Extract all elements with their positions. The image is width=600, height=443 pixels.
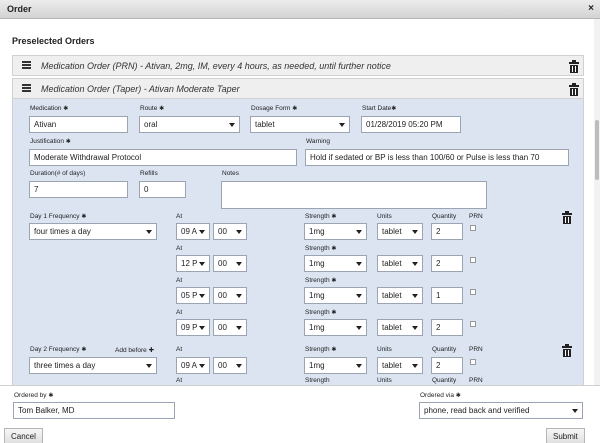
ordered-via-select[interactable]: phone, read back and verified (419, 402, 583, 419)
hour-select[interactable]: 12 P (176, 255, 210, 272)
prn-label: PRN (469, 346, 483, 353)
chevron-down-icon (146, 364, 152, 368)
day2-frequency-label: Day 2 Frequency ✱ (30, 346, 87, 353)
strength-select[interactable]: 1mg (304, 255, 367, 272)
chevron-down-icon (356, 262, 362, 266)
chevron-down-icon (356, 230, 362, 234)
scrollbar-thumb[interactable] (595, 120, 599, 180)
prn-checkbox[interactable] (470, 257, 476, 263)
quantity-input[interactable]: 2 (431, 223, 463, 240)
minute-select[interactable]: 00 (213, 319, 247, 336)
scrollbar-track[interactable] (594, 19, 600, 385)
warning-input[interactable]: Hold if sedated or BP is less than 100/60 or Pulse is less than 70 (305, 149, 569, 166)
prn-checkbox[interactable] (470, 225, 476, 231)
day1-frequency-select[interactable]: four times a day (29, 223, 157, 240)
chevron-down-icon (356, 326, 362, 330)
chevron-down-icon (236, 364, 242, 368)
hour-select[interactable]: 09 A (176, 357, 210, 374)
delete-day1-trash-icon[interactable] (562, 213, 572, 224)
prn-checkbox[interactable] (470, 289, 476, 295)
ordered-by-input[interactable]: Tom Balker, MD (13, 402, 175, 419)
chevron-down-icon (236, 326, 242, 330)
day2-frequency-select[interactable]: three times a day (29, 357, 157, 374)
chevron-down-icon (356, 294, 362, 298)
chevron-down-icon (199, 326, 205, 330)
dosage-form-label: Dosage Form ✱ (251, 105, 298, 112)
chevron-down-icon (199, 294, 205, 298)
justification-label: Justification ✱ (30, 138, 71, 145)
units-select[interactable]: tablet (377, 223, 423, 240)
chevron-down-icon (199, 230, 205, 234)
duration-input[interactable]: 7 (29, 181, 128, 198)
prn-label: PRN (469, 377, 483, 384)
prn-order-header[interactable] (12, 55, 584, 76)
dialog-title-bar (0, 0, 600, 19)
medication-label: Medication ✱ (30, 105, 69, 112)
minute-select[interactable]: 00 (213, 357, 247, 374)
units-label: Units (377, 377, 392, 384)
chevron-down-icon (236, 262, 242, 266)
cancel-button[interactable]: Cancel (4, 428, 43, 443)
at-label: At (176, 346, 183, 353)
close-icon[interactable]: × (588, 3, 594, 14)
quantity-input[interactable]: 2 (431, 357, 463, 374)
units-select[interactable]: tablet (377, 319, 423, 336)
minute-select[interactable]: 00 (213, 255, 247, 272)
refills-label: Refills (140, 170, 158, 177)
minute-select[interactable]: 00 (213, 287, 247, 304)
prn-checkbox[interactable] (470, 359, 476, 365)
strength-label: Strength (305, 377, 330, 384)
chevron-down-icon (199, 262, 205, 266)
minute-select[interactable]: 00 (213, 223, 247, 240)
chevron-down-icon (412, 326, 418, 330)
strength-select[interactable]: 1mg (304, 319, 367, 336)
strength-select[interactable]: 1mg (304, 223, 367, 240)
at-label: At (176, 377, 183, 384)
notes-textarea[interactable] (221, 181, 487, 209)
medication-input[interactable]: Ativan (29, 116, 128, 133)
units-select[interactable]: tablet (377, 357, 423, 374)
prn-order-title: Medication Order (PRN) - Ativan, 2mg, IM, every 4 hours, as needed, until further notice (41, 61, 391, 71)
submit-button[interactable]: Submit (546, 428, 585, 443)
dosage-form-select[interactable]: tablet (250, 116, 350, 133)
quantity-label: Quantity (432, 213, 457, 220)
strength-label: Strength ✱ (305, 346, 337, 353)
quantity-input[interactable]: 2 (431, 319, 463, 336)
units-select[interactable]: tablet (377, 287, 423, 304)
ordered-by-label: Ordered by ✱ (14, 392, 54, 399)
strength-label: Strength ✱ (305, 213, 337, 220)
strength-select[interactable]: 1mg (304, 287, 367, 304)
units-label: Units (377, 346, 392, 353)
section-title: Preselected Orders (12, 36, 95, 46)
strength-select[interactable]: 1mg (304, 357, 367, 374)
start-date-label: Start Date✱ (362, 105, 397, 112)
strength-label: Strength ✱ (305, 309, 337, 316)
delete-day2-trash-icon[interactable] (562, 346, 572, 357)
prn-label: PRN (469, 213, 483, 220)
prn-checkbox[interactable] (470, 321, 476, 327)
chevron-down-icon (412, 294, 418, 298)
taper-order-title: Medication Order (Taper) - Ativan Moderate Taper (41, 84, 240, 94)
quantity-input[interactable]: 2 (431, 255, 463, 272)
add-before-button[interactable]: Add before ✚ (115, 347, 155, 354)
day1-frequency-label: Day 1 Frequency ✱ (30, 213, 87, 220)
ordered-via-label: Ordered via ✱ (420, 392, 461, 399)
chevron-down-icon (412, 364, 418, 368)
dialog-title: Order (7, 4, 32, 14)
chevron-down-icon (199, 364, 205, 368)
at-label: At (176, 277, 183, 284)
start-date-input[interactable]: 01/28/2019 05:20 PM (361, 116, 461, 133)
hour-select[interactable]: 05 P (176, 287, 210, 304)
at-label: At (176, 213, 183, 220)
justification-input[interactable]: Moderate Withdrawal Protocol (29, 149, 297, 166)
drag-handle-icon[interactable] (22, 84, 31, 92)
refills-input[interactable]: 0 (139, 181, 186, 198)
warning-label: Warning (306, 138, 330, 145)
hour-select[interactable]: 09 A (176, 223, 210, 240)
at-label: At (176, 245, 183, 252)
taper-order-body (12, 99, 584, 385)
quantity-label: Quantity (432, 346, 457, 353)
units-label: Units (377, 213, 392, 220)
chevron-down-icon (339, 123, 345, 127)
at-label: At (176, 309, 183, 316)
route-label: Route ✱ (140, 105, 165, 112)
dialog-footer (0, 385, 600, 443)
units-select[interactable]: tablet (377, 255, 423, 272)
chevron-down-icon (236, 294, 242, 298)
chevron-down-icon (572, 409, 578, 413)
chevron-down-icon (412, 262, 418, 266)
duration-label: Duration(# of days) (30, 170, 86, 177)
chevron-down-icon (412, 230, 418, 234)
trash-icon[interactable] (569, 85, 579, 96)
route-select[interactable]: oral (139, 116, 240, 133)
plus-icon: ✚ (148, 347, 155, 354)
trash-icon[interactable] (569, 62, 579, 73)
chevron-down-icon (236, 230, 242, 234)
quantity-label: Quantity (432, 377, 457, 384)
drag-handle-icon[interactable] (22, 61, 31, 69)
chevron-down-icon (229, 123, 235, 127)
chevron-down-icon (356, 364, 362, 368)
quantity-input[interactable]: 1 (431, 287, 463, 304)
notes-label: Notes (222, 170, 239, 177)
strength-label: Strength ✱ (305, 245, 337, 252)
chevron-down-icon (146, 230, 152, 234)
taper-order-header[interactable] (12, 78, 584, 99)
hour-select[interactable]: 09 P (176, 319, 210, 336)
strength-label: Strength ✱ (305, 277, 337, 284)
